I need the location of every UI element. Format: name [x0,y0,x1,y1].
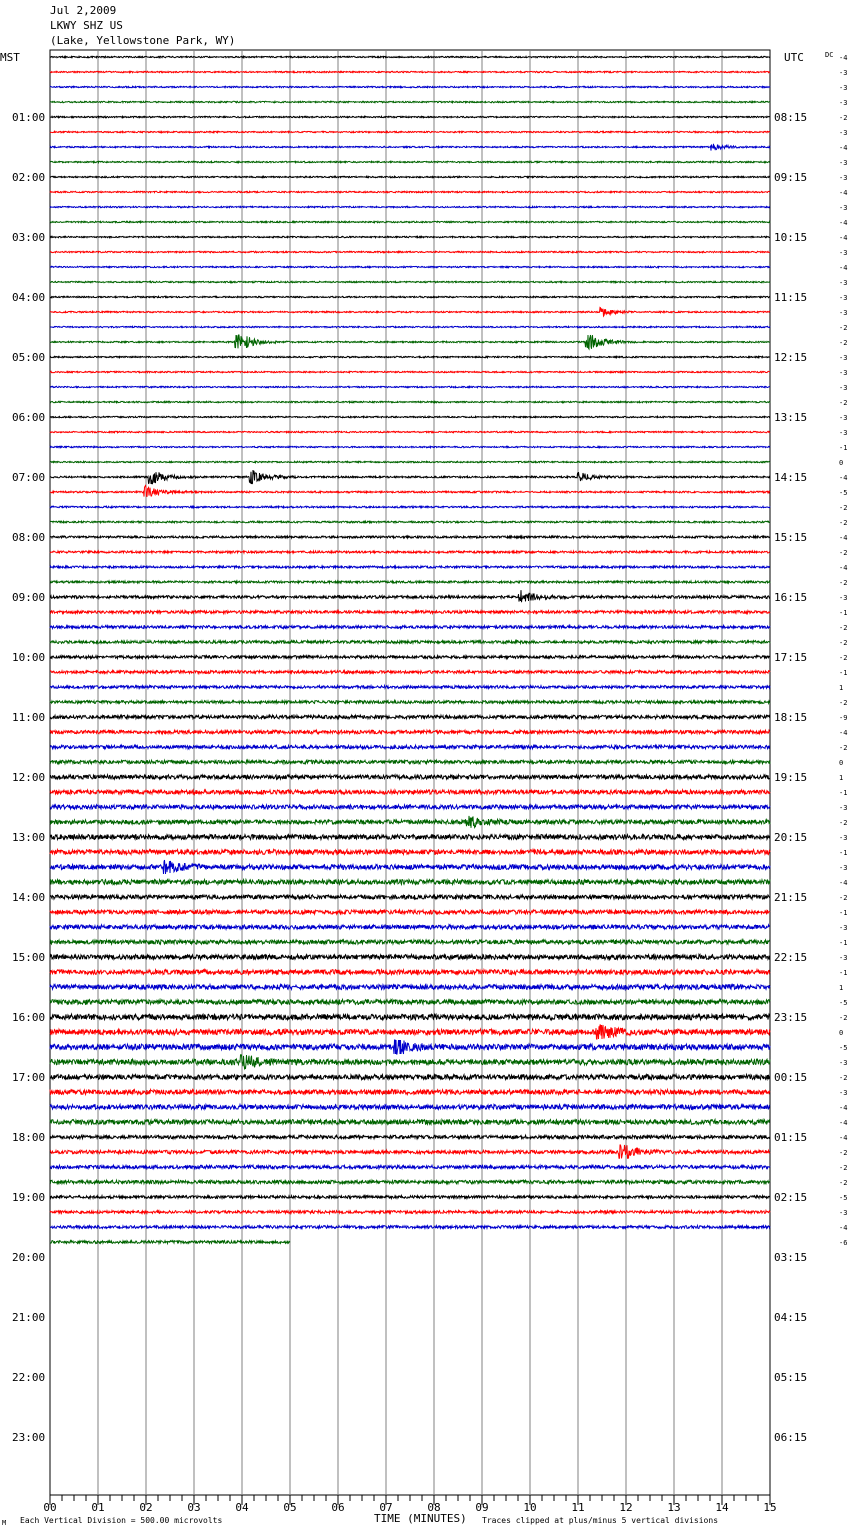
utc-hour-label: 14:15 [774,471,808,484]
trace-63 [50,985,770,990]
trace-74 [50,1145,770,1159]
dc-offset-label: -1 [839,444,848,452]
trace-10 [50,191,770,192]
trace-36 [50,581,770,583]
trace-71 [50,1105,770,1110]
seismic-traces [50,54,847,1247]
trace-42 [50,671,770,674]
dc-offset-label: -1 [839,669,848,677]
header-location: (Lake, Yellowstone Park, WY) [50,34,236,47]
utc-hour-label: 10:15 [774,231,808,244]
left-timezone-label: MST [0,51,20,64]
dc-offset-label: -2 [839,894,848,902]
mst-hour-label: 17:00 [12,1071,46,1084]
dc-offset-label: -3 [839,294,848,302]
dc-offset-label: -4 [839,1119,848,1127]
trace-30 [50,486,770,497]
dc-offset-label: -3 [839,84,848,92]
mst-hour-label: 04:00 [12,291,46,304]
trace-43 [50,686,770,689]
utc-hour-label: 15:15 [774,531,808,544]
utc-hour-label: 13:15 [774,411,808,424]
trace-61 [50,955,770,960]
dc-offset-label: -5 [839,489,848,497]
dc-offset-label: 1 [839,774,844,782]
dc-offset-label: -4 [839,234,848,242]
dc-offset-label: -2 [839,1074,848,1082]
dc-offset-label: -3 [839,594,848,602]
trace-12 [50,221,770,222]
trace-2 [50,71,770,72]
mst-hour-label: 12:00 [12,771,46,784]
dc-offset-label: -3 [839,174,848,182]
mst-hour-label: 09:00 [12,591,46,604]
utc-hour-label: 03:15 [774,1251,808,1264]
mst-hour-label: 06:00 [12,411,46,424]
trace-7 [50,144,770,151]
dc-offset-label: -3 [839,69,848,77]
header-date: Jul 2,2009 [50,4,117,17]
dc-offset-label: -3 [839,129,848,137]
dc-offset-label: -3 [839,204,848,212]
mst-hour-label: 05:00 [12,351,46,364]
trace-23 [50,386,770,387]
trace-40 [50,641,770,644]
utc-hour-label: 00:15 [774,1071,808,1084]
utc-hour-label: 21:15 [774,891,808,904]
x-tick-label: 06 [331,1501,345,1514]
dc-offset-label: -1 [839,909,848,917]
trace-58 [50,910,770,914]
dc-offset-label: -2 [839,504,848,512]
utc-hour-label: 11:15 [774,291,808,304]
trace-57 [50,895,770,899]
trace-62 [50,970,770,975]
trace-17 [50,296,770,297]
trace-35 [50,566,770,568]
trace-70 [50,1090,770,1095]
dc-offset-label: -3 [839,384,848,392]
trace-38 [50,611,770,614]
x-tick-label: 03 [187,1501,201,1514]
dc-offset-label: -1 [839,969,848,977]
trace-21 [50,356,770,357]
dc-offset-label: -3 [839,159,848,167]
dc-offset-label: -1 [839,849,848,857]
x-tick-label: 00 [43,1501,57,1514]
mst-hour-label: 19:00 [12,1191,46,1204]
dc-offset-label: -4 [839,54,848,62]
x-tick-label: 05 [283,1501,297,1514]
dc-offset-label: -6 [839,1239,848,1247]
scale-note: Each Vertical Division = 500.00 microvolts [20,1516,223,1525]
dc-offset-label: -2 [839,399,848,407]
x-tick-label: 01 [91,1501,105,1514]
trace-1 [50,56,770,57]
corner-mark: M [2,1519,7,1527]
dc-offset-label: -5 [839,1194,848,1202]
trace-39 [50,626,770,629]
dc-offset-label: -4 [839,144,848,152]
utc-hour-label: 02:15 [774,1191,808,1204]
trace-34 [50,551,770,553]
dc-offset-label: -4 [839,1134,848,1142]
dc-offset-label: -1 [839,939,848,947]
trace-75 [50,1165,770,1168]
trace-20 [50,335,770,349]
dc-offset-label: -2 [839,624,848,632]
trace-31 [50,506,770,508]
x-tick-label: 15 [763,1501,777,1514]
dc-offset-label: -5 [839,999,848,1007]
trace-37 [50,590,770,602]
trace-78 [50,1211,770,1214]
trace-14 [50,251,770,252]
dc-offset-label: -3 [839,414,848,422]
dc-offset-label: -2 [839,1149,848,1157]
dc-offset-label: -4 [839,474,848,482]
trace-67 [50,1040,770,1054]
trace-68 [50,1055,770,1069]
mst-hour-label: 20:00 [12,1251,46,1264]
dc-offset-label: -2 [839,519,848,527]
trace-48 [50,760,770,763]
trace-3 [50,86,770,87]
trace-59 [50,925,770,929]
utc-hour-label: 06:15 [774,1431,808,1444]
trace-44 [50,701,770,704]
dc-offset-label: -2 [839,1164,848,1172]
dc-offset-label: -4 [839,264,848,272]
trace-55 [50,860,770,874]
utc-hour-label: 17:15 [774,651,808,664]
trace-51 [50,805,770,809]
trace-13 [50,236,770,237]
trace-28 [50,461,770,462]
trace-54 [50,850,770,855]
trace-11 [50,206,770,207]
dc-offset-label: -3 [839,954,848,962]
trace-49 [50,775,770,779]
x-tick-label: 10 [523,1501,537,1514]
dc-offset-label: -1 [839,609,848,617]
trace-4 [50,101,770,102]
dc-offset-label: -2 [839,114,848,122]
trace-5 [50,116,770,117]
x-tick-label: 14 [715,1501,729,1514]
dc-offset-label: -4 [839,564,848,572]
x-tick-label: 12 [619,1501,633,1514]
trace-79 [50,1226,770,1229]
trace-15 [50,266,770,267]
trace-8 [50,161,770,162]
trace-50 [50,790,770,794]
trace-19 [50,326,770,327]
x-tick-label: 02 [139,1501,153,1514]
trace-16 [50,281,770,282]
trace-56 [50,880,770,885]
dc-offset-label: -2 [839,654,848,662]
x-tick-label: 11 [571,1501,585,1514]
utc-hour-label: 18:15 [774,711,808,724]
trace-6 [50,131,770,132]
mst-hour-label: 10:00 [12,651,46,664]
mst-hour-label: 08:00 [12,531,46,544]
mst-hour-label: 07:00 [12,471,46,484]
utc-hour-label: 16:15 [774,591,808,604]
dc-offset-label: -3 [839,1209,848,1217]
mst-hour-label: 11:00 [12,711,46,724]
trace-32 [50,521,770,523]
dc-offset-label: -4 [839,729,848,737]
trace-33 [50,536,770,538]
dc-offset-label: -3 [839,429,848,437]
dc-offset-label: -2 [839,1179,848,1187]
mst-hour-label: 16:00 [12,1011,46,1024]
trace-66 [50,1025,770,1039]
dc-offset-label: -4 [839,1104,848,1112]
x-tick-label: 13 [667,1501,681,1514]
trace-76 [50,1180,770,1183]
trace-64 [50,1000,770,1005]
trace-60 [50,940,770,944]
trace-26 [50,431,770,432]
dc-offset-label: -2 [839,549,848,557]
dc-offset-label: -2 [839,1014,848,1022]
dc-offset-label: -4 [839,879,848,887]
mst-hour-label: 01:00 [12,111,46,124]
x-tick-label: 04 [235,1501,249,1514]
dc-offset-label: 0 [839,1029,844,1037]
mst-hour-label: 03:00 [12,231,46,244]
dc-offset-label: -2 [839,744,848,752]
trace-9 [50,176,770,177]
dc-offset-label: -4 [839,534,848,542]
trace-47 [50,745,770,748]
x-tick-label: 09 [475,1501,489,1514]
trace-45 [50,715,770,718]
trace-53 [50,835,770,840]
utc-hour-label: 01:15 [774,1131,808,1144]
dc-offset-label: -3 [839,279,848,287]
dc-offset-label: -3 [839,804,848,812]
dc-offset-label: -1 [839,789,848,797]
mst-hour-label: 22:00 [12,1371,46,1384]
dc-offset-label: -3 [839,309,848,317]
trace-69 [50,1075,770,1080]
utc-hour-label: 09:15 [774,171,808,184]
utc-hour-label: 19:15 [774,771,808,784]
dc-offset-label: -2 [839,639,848,647]
dc-offset-label: 1 [839,684,844,692]
x-tick-label: 08 [427,1501,441,1514]
trace-29 [50,470,770,484]
clip-note: Traces clipped at plus/minus 5 vertical divisions [482,1516,719,1525]
mst-hour-label: 18:00 [12,1131,46,1144]
dc-offset-label: -2 [839,324,848,332]
trace-24 [50,401,770,402]
dc-offset-label: 0 [839,759,844,767]
dc-offset-label: -2 [839,339,848,347]
dc-offset-label: -3 [839,354,848,362]
utc-hour-label: 04:15 [774,1311,808,1324]
dc-offset-label: -3 [839,1059,848,1067]
dc-offset-label: 0 [839,459,844,467]
dc-offset-label: -3 [839,99,848,107]
utc-hour-label: 08:15 [774,111,808,124]
dc-offset-label: -2 [839,819,848,827]
dc-offset-label: 1 [839,984,844,992]
dc-offset-label: -3 [839,864,848,872]
utc-hour-label: 23:15 [774,1011,808,1024]
right-timezone-label: UTC [784,51,804,64]
dc-offset-label: -3 [839,249,848,257]
mst-hour-label: 15:00 [12,951,46,964]
trace-65 [50,1014,770,1020]
dc-offset-label: -4 [839,189,848,197]
trace-18 [50,307,770,316]
utc-hour-label: 12:15 [774,351,808,364]
utc-hour-label: 22:15 [774,951,808,964]
utc-hour-label: 20:15 [774,831,808,844]
x-axis-label: TIME (MINUTES) [374,1512,467,1525]
mst-hour-label: 13:00 [12,831,46,844]
trace-77 [50,1196,770,1199]
dc-offset-label: -4 [839,1224,848,1232]
dc-offset-label: -2 [839,699,848,707]
mst-hour-label: 21:00 [12,1311,46,1324]
trace-80 [50,1241,290,1244]
trace-41 [50,656,770,659]
header-station: LKWY SHZ US [50,19,123,32]
mst-hour-label: 23:00 [12,1431,46,1444]
dc-offset-label: -2 [839,579,848,587]
trace-73 [50,1135,770,1138]
trace-46 [50,730,770,733]
dc-offset-label: -3 [839,1089,848,1097]
mst-hour-label: 02:00 [12,171,46,184]
dc-offset-label: -4 [839,219,848,227]
dc-offset-label: -3 [839,924,848,932]
trace-22 [50,371,770,372]
dc-offset-label: -3 [839,834,848,842]
dc-header-label: DC [825,51,834,59]
dc-offset-label: -9 [839,714,848,722]
trace-52 [50,816,770,828]
mst-hour-label: 14:00 [12,891,46,904]
x-tick-label: 07 [379,1501,393,1514]
dc-offset-label: -3 [839,369,848,377]
trace-27 [50,446,770,447]
trace-72 [50,1120,770,1125]
utc-hour-label: 05:15 [774,1371,808,1384]
trace-25 [50,416,770,417]
dc-offset-label: -5 [839,1044,848,1052]
